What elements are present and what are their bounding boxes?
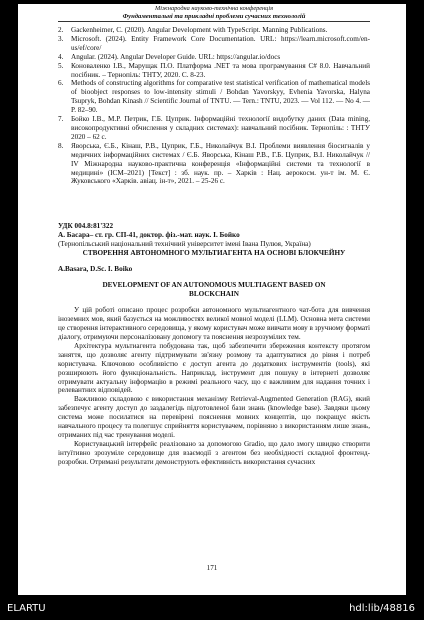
affiliation: (Тернопільський національний технічний університет імені Івана Пулюя, Україна) bbox=[58, 240, 311, 249]
reference-text: Коноваленко І.В., Марущак П.О. Платформа .NET та мова програмування C# 8.0. Навчальний посібник. – Тернопіль: ТНТУ, 2020. С. 8-23. bbox=[71, 61, 370, 79]
reference-number: 2. bbox=[58, 26, 64, 34]
handle-id: hdl:lib/48816 bbox=[349, 603, 415, 614]
paragraph: Архітектура мультиагента побудована так, щоб забезпечити збереження контексту протягом заняття, що дозволяє агенту підтримувати зв'язну розмову та адаптуватися до рівня і потреб користувача. Ключовою особливістю є доступ агента до додаткових інструментів (tools), які розширюють його функціональність. Наприклад, інструмент для пошуку в інтернеті дозволяє отримувати актуальну інформацію в режимі реального часу, що є важливим для надання точних і релевантних відповідей. bbox=[58, 341, 370, 395]
reference-list bbox=[58, 26, 370, 186]
udc-code: УДК 004.8:81'322 bbox=[58, 222, 114, 231]
reference-item bbox=[58, 115, 370, 142]
reference-item bbox=[58, 26, 370, 35]
reference-number: 3. bbox=[58, 34, 64, 43]
reference-number: 4. bbox=[58, 52, 64, 61]
page-number: 171 bbox=[206, 564, 218, 572]
reference-item bbox=[58, 142, 370, 187]
article-title-en: DEVELOPMENT OF AN AUTONOMOUS MULTIAGENT BASED ON BLOCKCHAIN bbox=[102, 281, 326, 299]
document-page bbox=[18, 4, 406, 595]
paragraph: Користувацький інтерфейс реалізовано за допомогою Gradio, що дало змогу швидко створити інтуїтивно зрозуміле середовище для взаємодії з агентом без необхідності складної фронтенд-розробки. Отримані результати демонструють ефективність використання сучасних bbox=[58, 439, 370, 466]
reference-text: Microsoft. (2024). Entity Framework Core Documentation. URL: https://learn.microsoft.com/en-us/ef/core/ bbox=[71, 34, 370, 52]
reference-item bbox=[58, 53, 370, 62]
authors-en: A.Basara, D.Sc. I. Boiko bbox=[58, 265, 133, 274]
header-conference: Міжнародна науково-технічна конференція bbox=[154, 5, 274, 12]
reference-item bbox=[58, 35, 370, 53]
reference-text: Яворська, Є.Б., Кінаш, Р.В., Цуприк, Г.Б., Николайчук В.І. Проблеми виявлення біосигналів у медичних інформаційних системах / Є.Б. Яворська, Кінаш Р.В., Г.Б. Цуприк, В.І. Николайчук // IV Міжнародна науково-практична конференція «Інформаційні системи та технології в медицині» (ІСМ–2021) [Текст] : зб. наук. пр. – Харків : Нац. аерокосм. ун-т ім. М. Є. Жуковського «Харків. авіац. ін-т», 2021. – 25-26 с. bbox=[71, 141, 370, 186]
article-title: СТВОРЕННЯ АВТОНОМНОГО МУЛЬТИАГЕНТА НА ОСНОВІ БЛОКЧЕЙНУ bbox=[82, 249, 346, 258]
paragraph: Важливою складовою є використання механізму Retrieval-Augmented Generation (RAG), який забезпечує агенту доступ до заздалегідь підготовленої бази знань (knowledge base). Завдяки цьому система може посилатися на перевірені пояснення мовних концептів, що покращує якість навчального процесу та полегшує сприйняття користувачем, порівняно з використанням лише знань, отриманих під час тренування моделі. bbox=[58, 395, 370, 439]
reference-text: Angular. (2024). Angular Developer Guide. URL: https://angular.io/docs bbox=[71, 52, 281, 61]
article-body bbox=[58, 306, 370, 466]
reference-item bbox=[58, 79, 370, 115]
authors: А. Басара– ст. гр. СП-41, доктор. фіз.-мат. наук. І. Бойко bbox=[58, 231, 240, 240]
running-header bbox=[58, 4, 370, 22]
reference-number: 8. bbox=[58, 141, 64, 150]
reference-text: Бойко І.В., М.Р. Петрик, Г.Б. Цуприк. Інформаційні технології видобутку даних (Data mining, високопродуктивні обчислення у складних системах): навчальний посібник. Тернопіль: : ТНТУ 2020 – 62 с. bbox=[71, 115, 370, 141]
paragraph: У цій роботі описано процес розробки автономного мультиагентного чат-бота для вивчення іноземних мов, який базується на можливостях великої мовної моделі (LLM). Основна мета системи це створення інтерактивного середовища, у якому користувач може вивчати мову в зручному форматі діалогу, отримуючи персоналізовану допомогу та пояснення незрозумілих тем. bbox=[58, 306, 370, 342]
reference-number: 5. bbox=[58, 61, 64, 70]
header-conference-title: Фундаментальні та прикладні проблеми сучасних технологій bbox=[58, 13, 370, 22]
reference-text: Gackenheimer, C. (2020). Angular Development with TypeScript. Manning Publications. bbox=[71, 26, 328, 34]
reference-item bbox=[58, 62, 370, 80]
reference-number: 6. bbox=[58, 79, 64, 88]
viewer-footer bbox=[0, 599, 424, 617]
reference-number: 7. bbox=[58, 115, 64, 124]
reference-text: Methods of constructing algorithms for comparative test statistical verification of mathematical models of bioobject responses to low-intensity stimuli / Bohdan Yavorskyy, Evhenia Yavorska, Halyna Tsupryk, Bohdan Kinash // Scientific Journal of TNTU. — Tern.: TNTU, 2023. — Vol 112. — No 4. — P. 82–90. bbox=[71, 79, 370, 115]
repository-name: ELARTU bbox=[7, 603, 46, 614]
